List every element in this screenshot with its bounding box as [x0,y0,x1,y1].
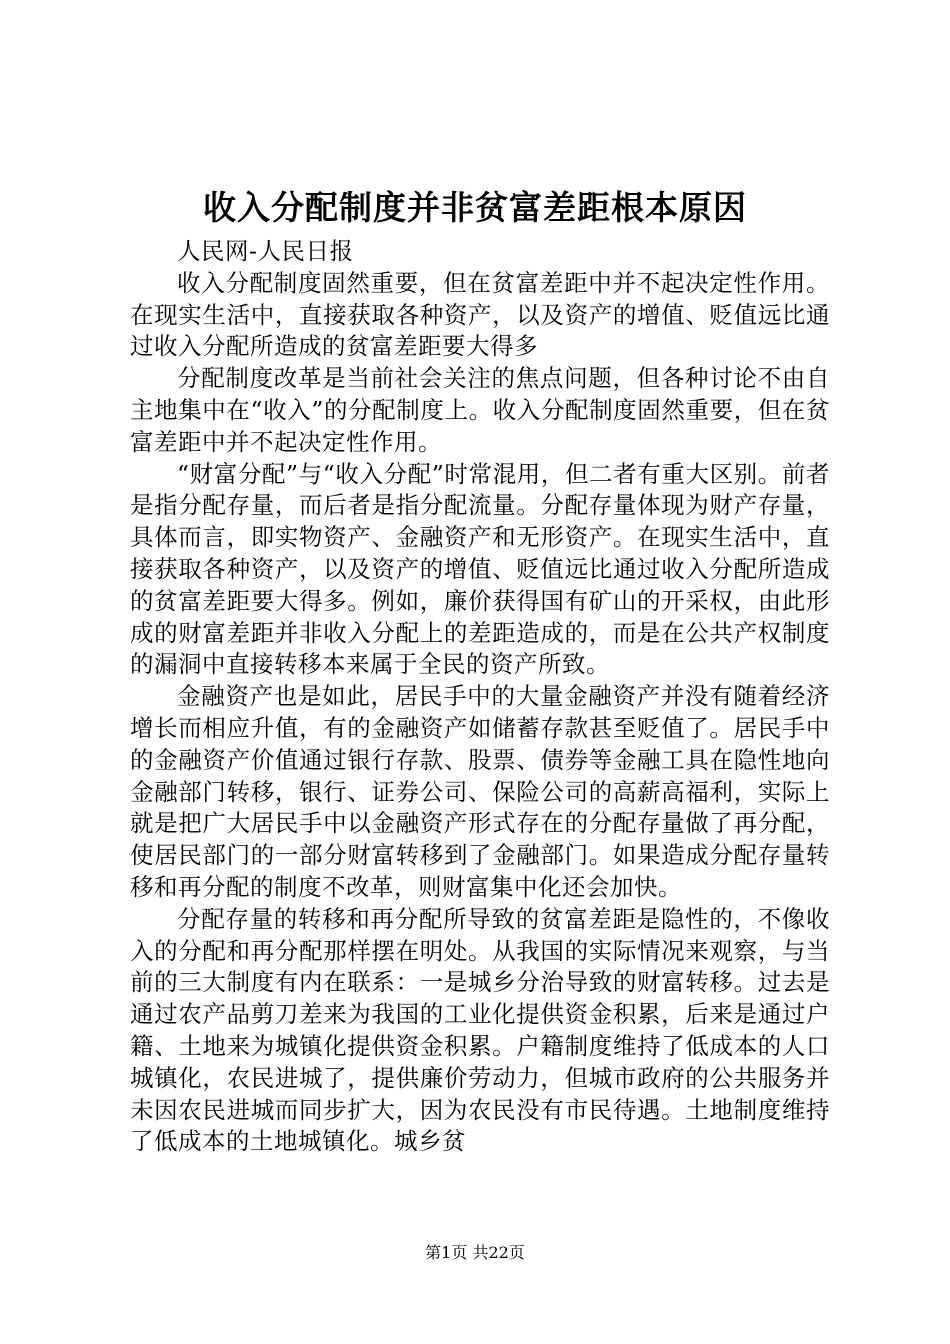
paragraph: 收入分配制度固然重要，但在贫富差距中并不起决定性作用。在现实生活中，直接获取各种资产，以及资产的增值、贬值远比通过收入分配所造成的贫富差距要大得多 [130,268,830,361]
document-title: 收入分配制度并非贫富差距根本原因 [203,188,747,227]
paragraph: 分配存量的转移和再分配所导致的贫富差距是隐性的，不像收入的分配和再分配那样摆在明处。从我国的实际情况来观察，与当前的三大制度有内在联系：一是城乡分治导致的财富转移。过去是通过农产品剪刀差来为我国的工业化提供资金积累，后来是通过户籍、土地来为城镇化提供资金积累。户籍制度维持了低成本的人口城镇化，农民进城了，提供廉价劳动力，但城市政府的公共服务并未因农民进城而同步扩大，因为农民没有市民待遇。土地制度维持了低成本的土地城镇化。城乡贫 [130,904,830,1156]
source-line: 人民网-人民日报 [177,237,354,265]
paragraph: “财富分配”与“收入分配”时常混用，但二者有重大区别。前者是指分配存量，而后者是指分配流量。分配存量体现为财产存量，具体而言，即实物资产、金融资产和无形资产。在现实生活中，直接获取各种资产，以及资产的增值、贬值远比通过收入分配所造成的贫富差距要大得多。例如，廉价获得国有矿山的开采权，由此形成的财富差距并非收入分配上的差距造成的，而是在公共产权制度的漏洞中直接转移本来属于全民的资产所致。 [130,459,830,679]
paragraph: 分配制度改革是当前社会关注的焦点问题，但各种讨论不由自主地集中在“收入”的分配制度上。收入分配制度固然重要，但在贫富差距中并不起决定性作用。 [130,364,830,456]
document-body [130,236,830,1158]
paragraph: 金融资产也是如此，居民手中的大量金融资产并没有随着经济增长而相应升值，有的金融资产如储蓄存款甚至贬值了。居民手中的金融资产价值通过银行存款、股票、债券等金融工具在隐性地向金融部门转移，银行、证券公司、保险公司的高薪高福利，实际上就是把广大居民手中以金融资产形式存在的分配存量做了再分配，使居民部门的一部分财富转移到了金融部门。如果造成分配存量转移和再分配的制度不改革，则财富集中化还会加快。 [130,682,830,901]
page-footer: 第1页 共22页 [425,1243,525,1262]
